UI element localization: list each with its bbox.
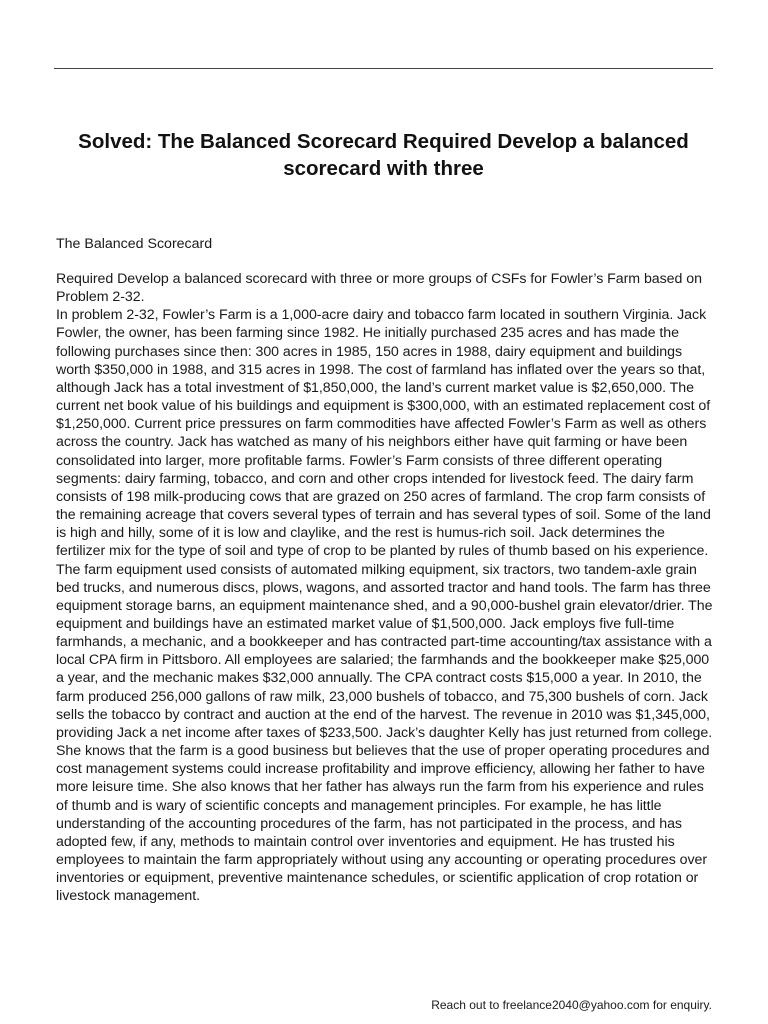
body-paragraph: Required Develop a balanced scorecard with three or more groups of CSFs for Fowler’s Farm based on Problem 2-32. In problem 2-32, Fowler’s Farm is a 1,000-acre dairy and tobacco farm located in southern Virginia. Jack Fowler, the owner, has been farming since 1982. He initially purchased 235 acres and has made the following purchases since then: 300 acres in 1985, 150 acres in 1988, dairy equipment and buildings worth $350,000 in 1988, and 315 acres in 1998. The cost of farmland has inflated over the years so that, although Jack has a total investment of $1,850,000, the land’s current market value is $2,650,000. The current net book value of his buildings and equipment is $300,000, with an estimated replacement cost of $1,250,000. Current price pressures on farm commodities have affected Fowler’s Farm as well as others across the country. Jack has watched as many of his neighbors either have quit farming or have been consolidated into larger, more profitable farms. Fowler’s Farm consists of three different operating segments: dairy farming, tobacco, and corn and other crops intended for livestock feed. The dairy farm consists of 198 milk-producing cows that are grazed on 250 acres of farmland. The crop farm consists of the remaining acreage that covers several types of terrain and has several types of soil. Some of the land is high and hilly, some of it is low and claylike, and the rest is humus-rich soil. Jack determines the fertilizer mix for the type of soil and type of crop to be planted by rules of thumb based on his experience. The farm equipment used consists of automated milking equipment, six tractors, two tandem-axle grain bed trucks, and numerous discs, plows, wagons, and assorted tractor and hand tools. The farm has three equipment storage barns, an equipment maintenance shed, and a 90,000-bushel grain elevator/drier. The equipment and buildings have an estimated market value of $1,500,000. Jack employs five full-time farmhands, a mechanic, and a bookkeeper and has contracted part-time accounting/tax assistance with a local CPA firm in Pittsboro. All employees are salaried; the farmhands and the bookkeeper make $25,000 a year, and the mechanic makes $32,000 annually. The CPA contract costs $15,000 a year. In 2010, the farm produced 256,000 gallons of raw milk, 23,000 bushels of tobacco, and 75,300 bushels of corn. Jack sells the tobacco by contract and auction at the end of the harvest. The revenue in 2010 was $1,345,000, providing Jack a net income after taxes of $233,500. Jack’s daughter Kelly has just returned from college. She knows that the farm is a good business but believes that the use of proper operating procedures and cost management systems could increase profitability and improve efficiency, allowing her father to have more leisure time. She also knows that her father has always run the farm from his experience and rules of thumb and is wary of scientific concepts and management principles. For example, he has little understanding of the accounting procedures of the farm, has not participated in the process, and has adopted few, if any, methods to maintain control over inventories and equipment. He has trusted his employees to maintain the farm appropriately without using any accounting or operating procedures over inventories or equipment, preventive maintenance schedules, or scientific application of crop rotation or livestock management. (56, 271, 713, 905)
footer-contact-note: Reach out to freelance2040@yahoo.com for enquiry. (431, 998, 712, 1012)
section-heading: The Balanced Scorecard (56, 236, 213, 252)
top-divider (54, 68, 713, 69)
document-title: Solved: The Balanced Scorecard Required Develop a balanced scorecard with three (78, 130, 689, 180)
